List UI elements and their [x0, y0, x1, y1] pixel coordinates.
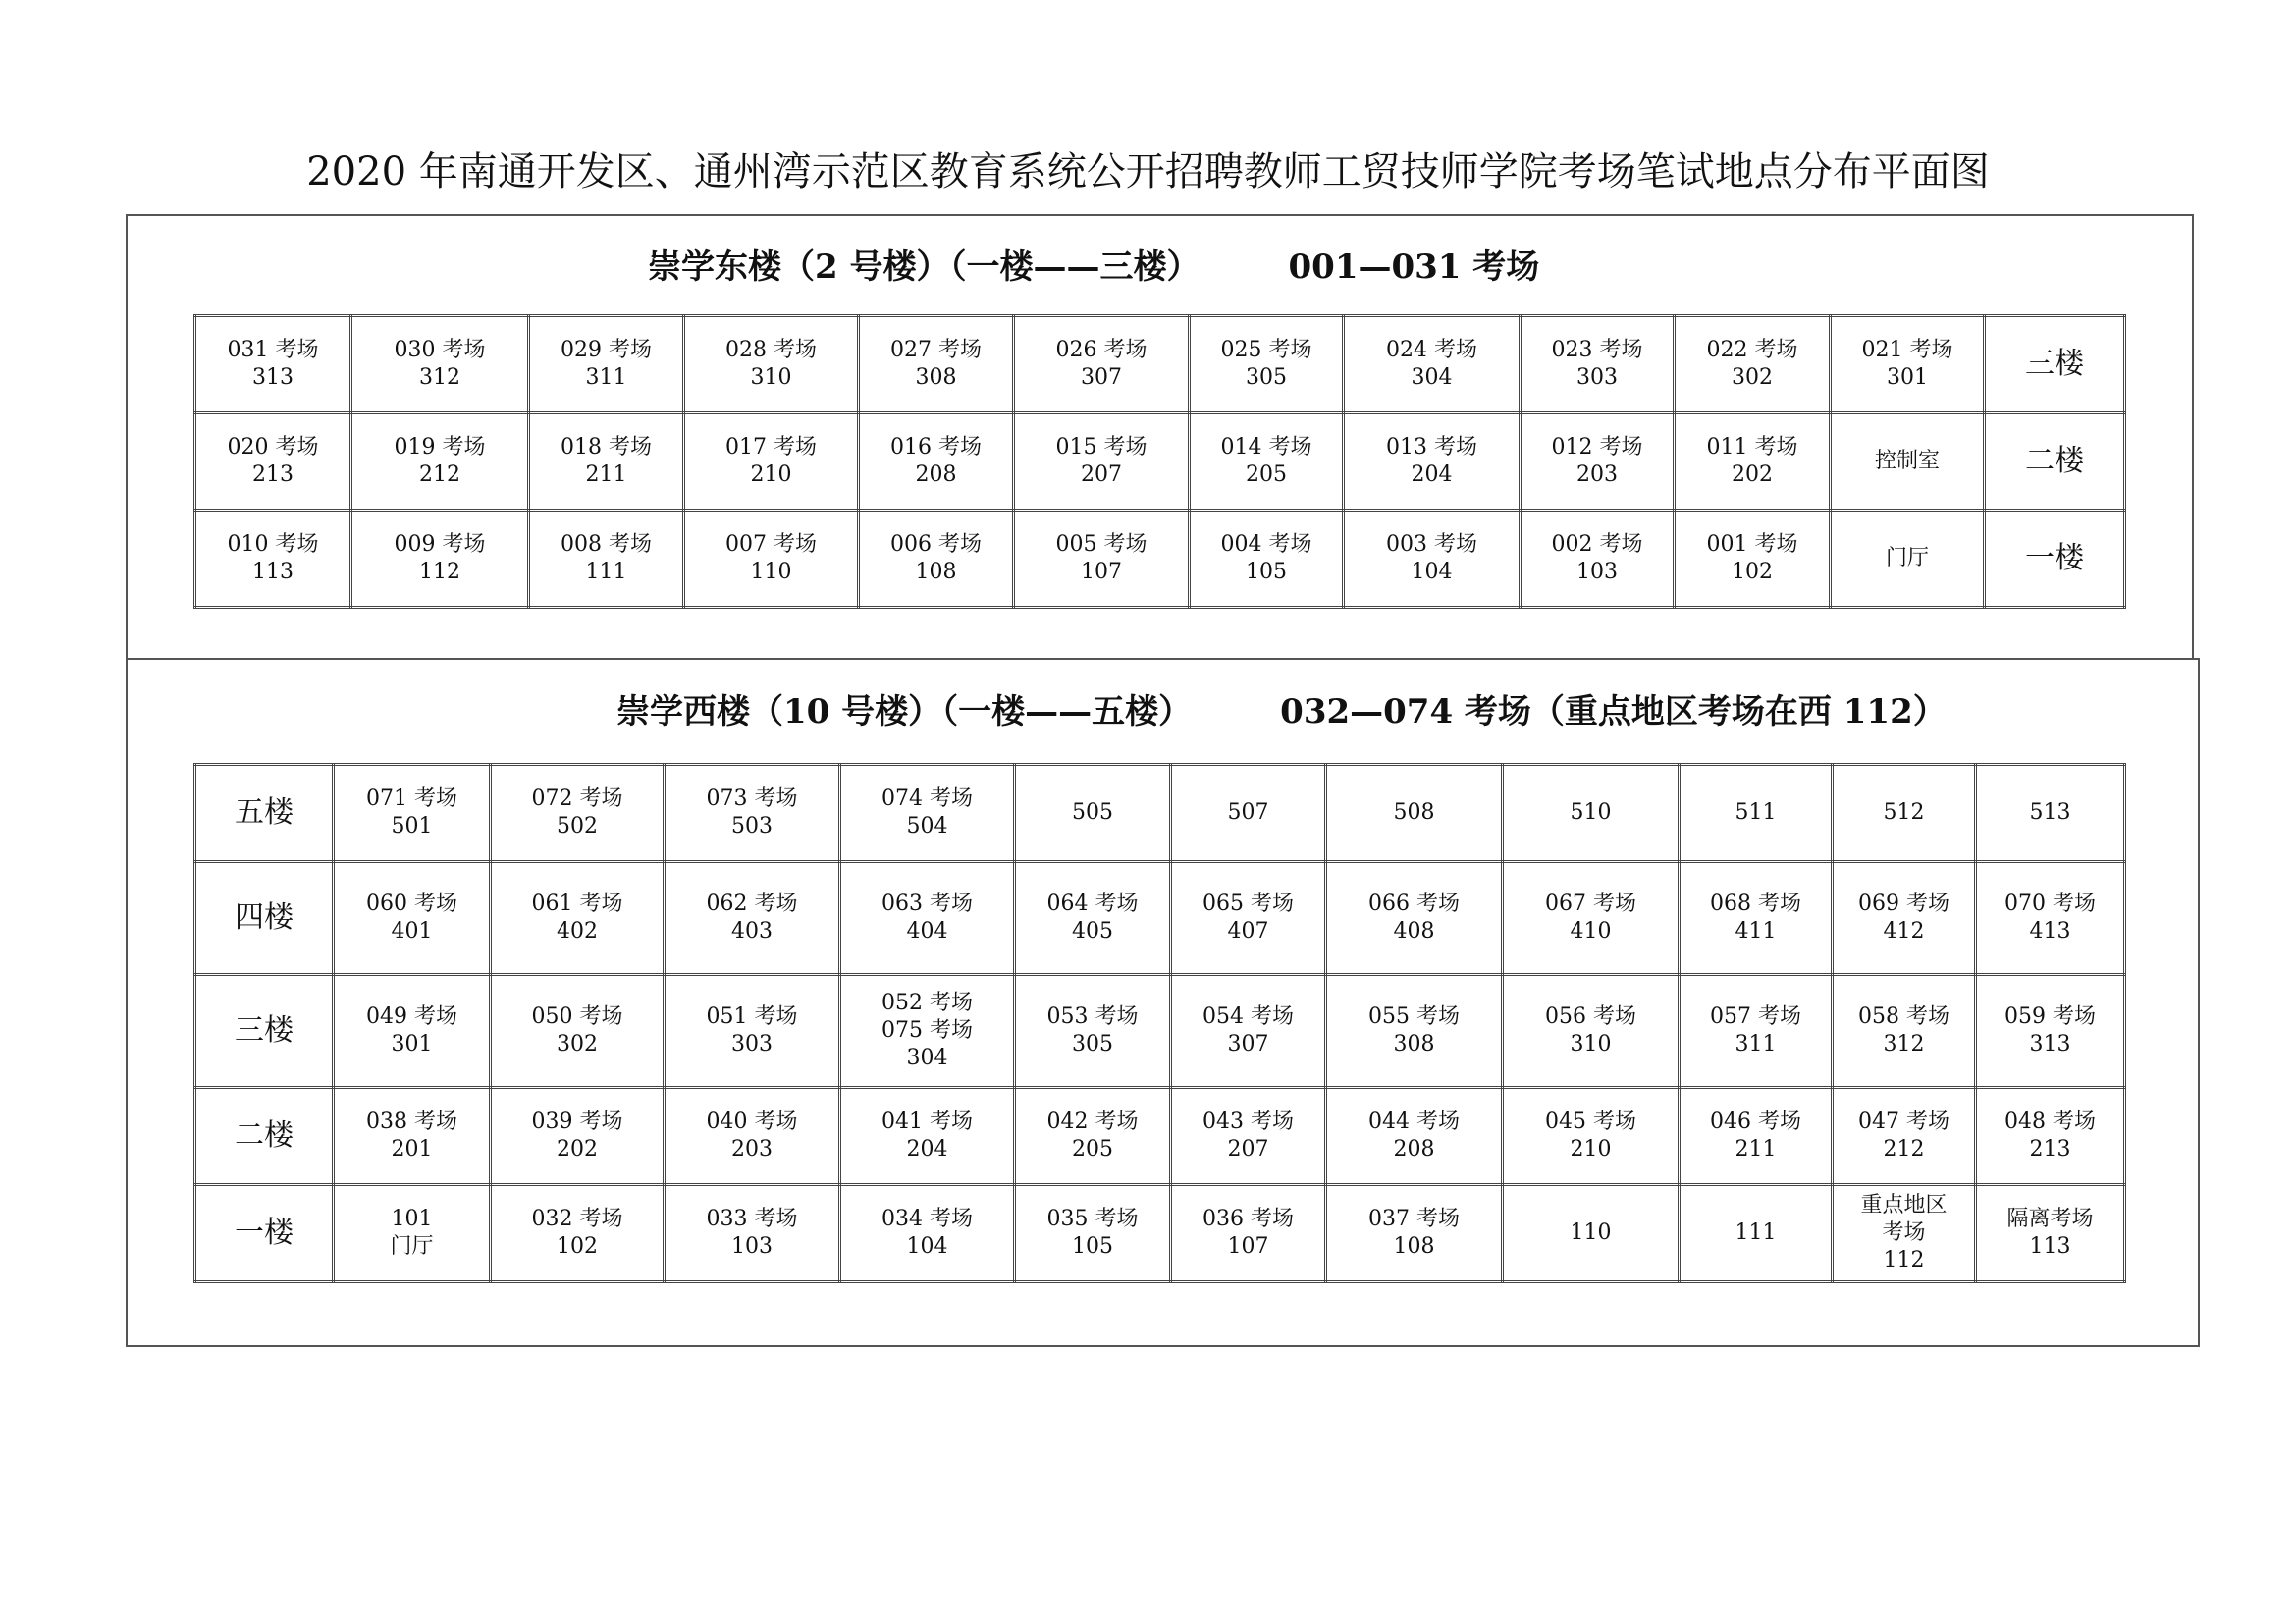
room-cell-line: 012 考场	[1551, 435, 1643, 460]
room-cell-line: 305	[1246, 365, 1287, 390]
room-cell-line: 043 考场	[1202, 1110, 1294, 1134]
exam-room-cell	[1171, 862, 1326, 975]
room-cell-line: 014 考场	[1220, 435, 1312, 460]
floor-label: 五楼	[195, 765, 334, 862]
exam-room-cell	[1503, 975, 1680, 1088]
room-cell-line: 029 考场	[561, 338, 652, 362]
room-cell-line: 038 考场	[366, 1110, 457, 1134]
exam-room-cell	[840, 1185, 1015, 1282]
exam-room-cell	[1326, 975, 1503, 1088]
exam-room-cell	[1680, 862, 1833, 975]
exam-room-cell	[1190, 413, 1344, 511]
room-cell-line: 102	[1732, 560, 1773, 584]
exam-room-cell	[859, 511, 1014, 608]
room-cell-line: 205	[1246, 462, 1287, 487]
room-cell-line: 310	[750, 365, 792, 390]
room-cell-line: 113	[252, 560, 294, 584]
room-cell-line: 303	[1576, 365, 1618, 390]
room-cell-line: 401	[391, 919, 433, 944]
exam-room-cell	[1326, 765, 1503, 862]
exam-room-cell	[1014, 511, 1190, 608]
room-cell-line: 060 考场	[366, 892, 457, 916]
room-cell-line: 113	[2029, 1234, 2071, 1259]
east-building-floor-plan	[193, 314, 2126, 609]
room-cell-line: 402	[557, 919, 598, 944]
room-cell-line: 107	[1227, 1234, 1269, 1259]
exam-room-cell	[1976, 862, 2125, 975]
room-cell-line: 073 考场	[706, 786, 798, 811]
room-cell-line: 510	[1570, 800, 1612, 825]
room-cell-line: 006 考场	[890, 532, 982, 557]
room-cell-line: 303	[731, 1032, 773, 1056]
exam-room-cell	[840, 765, 1015, 862]
room-cell-line: 008 考场	[561, 532, 652, 557]
floor-row	[195, 862, 2125, 975]
room-cell-line: 063 考场	[881, 892, 973, 916]
room-cell-line: 304	[1411, 365, 1453, 390]
room-cell-line: 054 考场	[1202, 1004, 1294, 1029]
exam-room-cell	[665, 765, 840, 862]
room-cell-line: 312	[419, 365, 460, 390]
room-cell-line: 028 考场	[725, 338, 817, 362]
exam-room-cell	[1831, 511, 1985, 608]
room-cell-line: 064 考场	[1046, 892, 1139, 916]
room-cell-line: 062 考场	[706, 892, 798, 916]
exam-room-cell	[1326, 1185, 1503, 1282]
east-building-title	[648, 243, 1539, 292]
room-cell-line: 107	[1081, 560, 1122, 584]
room-cell-line: 036 考场	[1202, 1207, 1294, 1231]
floor-label: 二楼	[1985, 413, 2125, 511]
exam-room-cell	[529, 511, 684, 608]
room-cell-line: 201	[391, 1137, 433, 1162]
exam-room-cell	[1344, 511, 1521, 608]
exam-room-cell	[1675, 316, 1831, 413]
room-cell-line: 047 考场	[1858, 1110, 1949, 1134]
room-cell-line: 控制室	[1874, 449, 1940, 473]
room-cell-line: 307	[1081, 365, 1122, 390]
room-cell-line: 501	[391, 814, 433, 839]
room-cell-line: 110	[750, 560, 792, 584]
room-cell-line: 031 考场	[227, 338, 319, 362]
floor-label: 三楼	[1985, 316, 2125, 413]
room-cell-line: 101	[391, 1207, 433, 1231]
room-cell-line: 022 考场	[1706, 338, 1798, 362]
room-cell-line: 205	[1072, 1137, 1113, 1162]
room-cell-line: 009 考场	[394, 532, 486, 557]
room-cell-line: 门厅	[1885, 546, 1929, 570]
room-cell-line: 311	[585, 365, 627, 390]
exam-room-cell	[1976, 1088, 2125, 1185]
east-building-name: 崇学东楼（2 号楼）（一楼——三楼）	[648, 247, 1201, 287]
floor-label: 二楼	[195, 1088, 334, 1185]
room-cell-line: 108	[915, 560, 957, 584]
exam-room-cell	[1833, 1088, 1976, 1185]
exam-room-cell	[684, 511, 859, 608]
room-cell-line: 072 考场	[531, 786, 623, 811]
room-cell-line: 074 考场	[881, 786, 973, 811]
room-cell-line: 204	[906, 1137, 948, 1162]
exam-room-cell	[529, 316, 684, 413]
room-cell-line: 040 考场	[706, 1110, 798, 1134]
room-cell-line: 026 考场	[1055, 338, 1148, 362]
room-cell-line: 010 考场	[227, 532, 319, 557]
room-cell-line: 015 考场	[1055, 435, 1148, 460]
room-cell-line: 053 考场	[1046, 1004, 1139, 1029]
room-cell-line: 305	[1072, 1032, 1113, 1056]
room-cell-line: 057 考场	[1710, 1004, 1801, 1029]
room-cell-line: 考场	[1882, 1220, 1926, 1245]
exam-room-cell	[334, 862, 491, 975]
exam-room-cell	[491, 1185, 665, 1282]
exam-room-cell	[665, 1088, 840, 1185]
room-cell-line: 071 考场	[366, 786, 457, 811]
room-cell-line: 504	[906, 814, 948, 839]
room-cell-line: 017 考场	[725, 435, 817, 460]
floor-label: 一楼	[195, 1185, 334, 1282]
room-cell-line: 405	[1072, 919, 1113, 944]
room-cell-line: 301	[1887, 365, 1928, 390]
room-cell-line: 门厅	[390, 1234, 434, 1259]
room-cell-line: 004 考场	[1220, 532, 1312, 557]
exam-room-cell	[1014, 413, 1190, 511]
room-cell-line: 103	[731, 1234, 773, 1259]
west-building-name: 崇学西楼（10 号楼）（一楼——五楼）	[616, 692, 1193, 731]
floor-row	[195, 413, 2125, 511]
room-cell-line: 033 考场	[706, 1207, 798, 1231]
page-title: 2020 年南通开发区、通州湾示范区教育系统公开招聘教师工贸技师学院考场笔试地点分布平面图	[306, 149, 1990, 194]
exam-room-cell	[1680, 1088, 1833, 1185]
exam-room-cell	[1503, 862, 1680, 975]
room-cell-line: 067 考场	[1545, 892, 1636, 916]
room-cell-line: 105	[1246, 560, 1287, 584]
room-cell-line: 307	[1227, 1032, 1269, 1056]
room-cell-line: 065 考场	[1202, 892, 1294, 916]
room-cell-line: 016 考场	[890, 435, 982, 460]
room-cell-line: 042 考场	[1046, 1110, 1139, 1134]
exam-room-cell	[840, 975, 1015, 1088]
room-cell-line: 207	[1081, 462, 1122, 487]
exam-room-cell	[1015, 1185, 1171, 1282]
room-cell-line: 110	[1570, 1220, 1612, 1245]
room-cell-line: 102	[557, 1234, 598, 1259]
exam-room-cell	[665, 975, 840, 1088]
east-building-range: 001—031 考场	[1288, 247, 1540, 287]
exam-room-cell	[334, 1088, 491, 1185]
exam-room-cell	[1521, 316, 1675, 413]
exam-room-cell	[1344, 413, 1521, 511]
exam-room-cell	[684, 316, 859, 413]
room-cell-line: 059 考场	[2004, 1004, 2096, 1029]
floor-row	[195, 1185, 2125, 1282]
exam-room-cell	[1675, 413, 1831, 511]
exam-room-cell	[1976, 765, 2125, 862]
exam-room-cell	[665, 862, 840, 975]
room-cell-line: 112	[1883, 1248, 1925, 1272]
floor-label: 四楼	[195, 862, 334, 975]
room-cell-line: 024 考场	[1386, 338, 1477, 362]
room-cell-line: 302	[557, 1032, 598, 1056]
room-cell-line: 032 考场	[531, 1207, 623, 1231]
exam-room-cell	[1831, 413, 1985, 511]
room-cell-line: 411	[1735, 919, 1777, 944]
room-cell-line: 005 考场	[1055, 532, 1148, 557]
room-cell-line: 203	[731, 1137, 773, 1162]
exam-room-cell	[1831, 316, 1985, 413]
exam-room-cell	[491, 975, 665, 1088]
room-cell-line: 030 考场	[394, 338, 486, 362]
room-cell-line: 104	[906, 1234, 948, 1259]
room-cell-line: 023 考场	[1551, 338, 1643, 362]
exam-room-cell	[195, 511, 351, 608]
floor-row	[195, 765, 2125, 862]
exam-room-cell	[1680, 975, 1833, 1088]
room-cell-line: 070 考场	[2004, 892, 2096, 916]
exam-room-cell	[529, 413, 684, 511]
floor-row	[195, 975, 2125, 1088]
room-cell-line: 011 考场	[1706, 435, 1798, 460]
room-cell-line: 212	[1883, 1137, 1925, 1162]
room-cell-line: 503	[731, 814, 773, 839]
room-cell-line: 111	[1735, 1220, 1777, 1245]
floor-label: 一楼	[1985, 511, 2125, 608]
exam-room-cell	[1833, 862, 1976, 975]
room-cell-line: 313	[252, 365, 294, 390]
exam-room-cell	[1171, 1088, 1326, 1185]
exam-room-cell	[334, 975, 491, 1088]
room-cell-line: 104	[1411, 560, 1453, 584]
exam-room-cell	[334, 1185, 491, 1282]
room-cell-line: 112	[419, 560, 460, 584]
room-cell-line: 034 考场	[881, 1207, 973, 1231]
exam-room-cell	[1503, 765, 1680, 862]
exam-room-cell	[840, 1088, 1015, 1185]
room-cell-line: 308	[1393, 1032, 1435, 1056]
exam-room-cell	[1014, 316, 1190, 413]
exam-room-cell	[195, 413, 351, 511]
room-cell-line: 413	[2029, 919, 2071, 944]
room-cell-line: 408	[1393, 919, 1435, 944]
exam-room-cell	[1833, 765, 1976, 862]
room-cell-line: 302	[1732, 365, 1773, 390]
floor-row	[195, 1088, 2125, 1185]
room-cell-line: 313	[2029, 1032, 2071, 1056]
room-cell-line: 068 考场	[1710, 892, 1801, 916]
room-cell-line: 508	[1393, 800, 1435, 825]
room-cell-line: 108	[1393, 1234, 1435, 1259]
exam-room-cell	[1171, 975, 1326, 1088]
exam-room-cell	[1976, 975, 2125, 1088]
room-cell-line: 058 考场	[1858, 1004, 1949, 1029]
room-cell-line: 055 考场	[1368, 1004, 1460, 1029]
room-cell-line: 210	[750, 462, 792, 487]
room-cell-line: 304	[906, 1046, 948, 1070]
room-cell-line: 513	[2029, 800, 2071, 825]
room-cell-line: 066 考场	[1368, 892, 1460, 916]
exam-room-cell	[1171, 765, 1326, 862]
exam-room-cell	[1675, 511, 1831, 608]
room-cell-line: 308	[915, 365, 957, 390]
exam-room-cell	[1833, 975, 1976, 1088]
room-cell-line: 050 考场	[531, 1004, 623, 1029]
exam-room-cell	[1680, 765, 1833, 862]
exam-room-cell	[1326, 1088, 1503, 1185]
room-cell-line: 056 考场	[1545, 1004, 1636, 1029]
exam-room-cell	[1190, 316, 1344, 413]
room-cell-line: 505	[1072, 800, 1113, 825]
room-cell-line: 310	[1570, 1032, 1612, 1056]
floor-row	[195, 316, 2125, 413]
room-cell-line: 037 考场	[1368, 1207, 1460, 1231]
room-cell-line: 211	[585, 462, 627, 487]
room-cell-line: 019 考场	[394, 435, 486, 460]
room-cell-line: 203	[1576, 462, 1618, 487]
exam-room-cell	[1521, 413, 1675, 511]
room-cell-line: 312	[1883, 1032, 1925, 1056]
room-cell-line: 001 考场	[1706, 532, 1798, 557]
room-cell-line: 027 考场	[890, 338, 982, 362]
exam-room-cell	[351, 413, 529, 511]
exam-room-cell	[1344, 316, 1521, 413]
room-cell-line: 069 考场	[1858, 892, 1949, 916]
exam-room-cell	[334, 765, 491, 862]
room-cell-line: 502	[557, 814, 598, 839]
room-cell-line: 021 考场	[1861, 338, 1953, 362]
room-cell-line: 044 考场	[1368, 1110, 1460, 1134]
exam-room-cell	[1976, 1185, 2125, 1282]
exam-room-cell	[1171, 1185, 1326, 1282]
exam-room-cell	[859, 316, 1014, 413]
exam-room-cell	[1015, 862, 1171, 975]
room-cell-line: 041 考场	[881, 1110, 973, 1134]
room-cell-line: 045 考场	[1545, 1110, 1636, 1134]
room-cell-line: 211	[1735, 1137, 1777, 1162]
room-cell-line: 007 考场	[725, 532, 817, 557]
room-cell-line: 208	[1393, 1137, 1435, 1162]
room-cell-line: 213	[2029, 1137, 2071, 1162]
exam-room-cell	[491, 1088, 665, 1185]
room-cell-line: 002 考场	[1551, 532, 1643, 557]
room-cell-line: 隔离考场	[2006, 1207, 2094, 1231]
room-cell-line: 重点地区	[1860, 1193, 1948, 1218]
room-cell-line: 111	[585, 560, 627, 584]
exam-room-cell	[1015, 975, 1171, 1088]
room-cell-line: 507	[1227, 800, 1269, 825]
room-cell-line: 207	[1227, 1137, 1269, 1162]
room-cell-line: 052 考场	[881, 991, 973, 1015]
west-building-title	[616, 687, 1947, 736]
room-cell-line: 403	[731, 919, 773, 944]
west-building-floor-plan	[193, 763, 2126, 1283]
room-cell-line: 410	[1570, 919, 1612, 944]
room-cell-line: 512	[1883, 800, 1925, 825]
room-cell-line: 210	[1570, 1137, 1612, 1162]
floor-label: 三楼	[195, 975, 334, 1088]
exam-room-cell	[351, 511, 529, 608]
exam-room-cell	[1015, 1088, 1171, 1185]
exam-room-cell	[1015, 765, 1171, 862]
exam-room-cell	[665, 1185, 840, 1282]
room-cell-line: 013 考场	[1386, 435, 1477, 460]
room-cell-line: 301	[391, 1032, 433, 1056]
room-cell-line: 018 考场	[561, 435, 652, 460]
exam-room-cell	[1521, 511, 1675, 608]
exam-room-cell	[1680, 1185, 1833, 1282]
room-cell-line: 020 考场	[227, 435, 319, 460]
room-cell-line: 049 考场	[366, 1004, 457, 1029]
exam-room-cell	[684, 413, 859, 511]
room-cell-line: 208	[915, 462, 957, 487]
room-cell-line: 412	[1883, 919, 1925, 944]
exam-room-cell	[1190, 511, 1344, 608]
exam-room-cell	[840, 862, 1015, 975]
room-cell-line: 511	[1735, 800, 1777, 825]
exam-room-cell	[351, 316, 529, 413]
room-cell-line: 048 考场	[2004, 1110, 2096, 1134]
room-cell-line: 212	[419, 462, 460, 487]
room-cell-line: 075 考场	[881, 1018, 973, 1043]
room-cell-line: 039 考场	[531, 1110, 623, 1134]
room-cell-line: 202	[1732, 462, 1773, 487]
room-cell-line: 035 考场	[1046, 1207, 1139, 1231]
floor-row	[195, 511, 2125, 608]
exam-room-cell	[859, 413, 1014, 511]
room-cell-line: 003 考场	[1386, 532, 1477, 557]
exam-room-cell	[1326, 862, 1503, 975]
exam-room-cell	[1503, 1185, 1680, 1282]
room-cell-line: 061 考场	[531, 892, 623, 916]
room-cell-line: 213	[252, 462, 294, 487]
room-cell-line: 051 考场	[706, 1004, 798, 1029]
room-cell-line: 404	[906, 919, 948, 944]
room-cell-line: 105	[1072, 1234, 1113, 1259]
west-building-range: 032—074 考场（重点地区考场在西 112）	[1280, 692, 1947, 731]
exam-room-cell	[1833, 1185, 1976, 1282]
room-cell-line: 311	[1735, 1032, 1777, 1056]
exam-room-cell	[491, 765, 665, 862]
room-cell-line: 046 考场	[1710, 1110, 1801, 1134]
room-cell-line: 204	[1411, 462, 1453, 487]
exam-room-cell	[1503, 1088, 1680, 1185]
room-cell-line: 025 考场	[1220, 338, 1312, 362]
exam-room-cell	[491, 862, 665, 975]
exam-room-cell	[195, 316, 351, 413]
room-cell-line: 202	[557, 1137, 598, 1162]
room-cell-line: 103	[1576, 560, 1618, 584]
room-cell-line: 407	[1227, 919, 1269, 944]
